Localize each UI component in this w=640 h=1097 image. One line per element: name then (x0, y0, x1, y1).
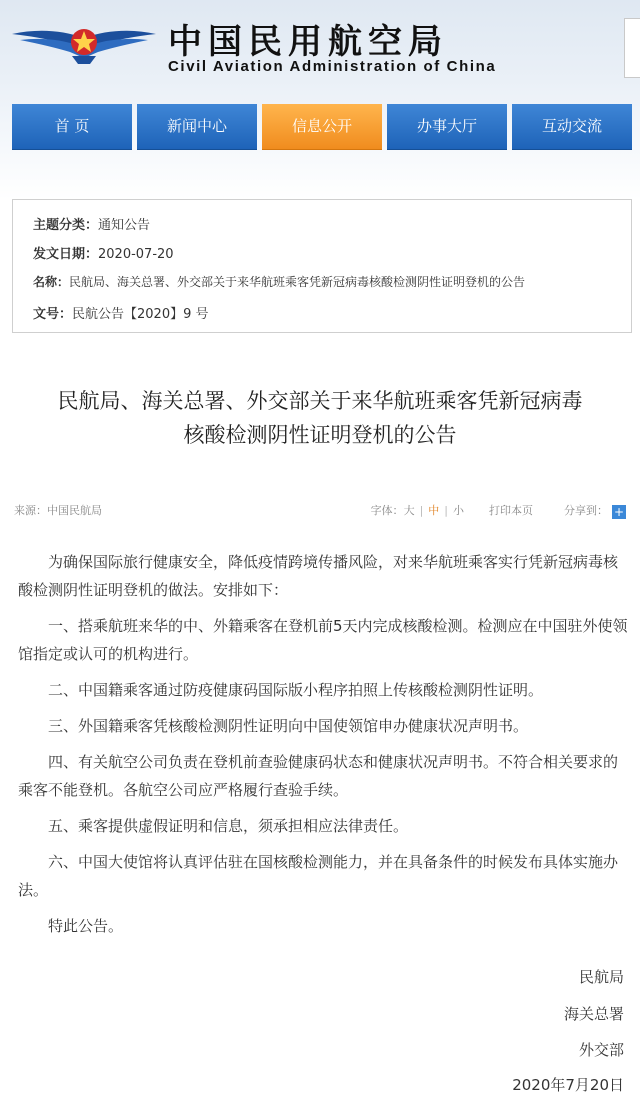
meta-name (33, 273, 525, 290)
signer-customs: 海关总署 (563, 1005, 624, 1023)
sign-date: 2020年7月20日 (512, 1076, 624, 1094)
article-body (18, 548, 630, 948)
share-plus-icon[interactable]: + (613, 505, 625, 519)
font-size-large-button[interactable]: 大 (403, 504, 415, 517)
nav-item-service-hall[interactable]: 办事大厅 (387, 104, 507, 150)
article-source: 来源：中国民航局 (14, 504, 102, 517)
article-paragraph: 为确保国际旅行健康安全，降低疫情跨境传播风险，对来华航班乘客实行凭新冠病毒核酸检测阴性证明登机的做法。安排如下： (18, 553, 619, 599)
document-meta-box (12, 199, 632, 333)
site-logo[interactable] (10, 8, 630, 78)
nav-item-home[interactable]: 首 页 (12, 104, 132, 150)
article-paragraph: 六、中国大使馆将认真评估驻在国核酸检测能力，并在具备条件的时候发布具体实施办法。 (18, 853, 619, 899)
article-paragraph: 三、外国籍乘客凭核酸检测阴性证明向中国使领馆申办健康状况声明书。 (48, 717, 529, 735)
header-side-box (624, 18, 640, 78)
nav-item-interaction[interactable]: 互动交流 (512, 104, 632, 150)
site-header (0, 0, 640, 200)
article-paragraph: 四、有关航空公司负责在登机前查验健康码状态和健康状况声明书。不符合相关要求的乘客不能登机。各航空公司应严格履行查验手续。 (18, 753, 619, 799)
meta-name-value: 民航局、海关总署、外交部关于来华航班乘客凭新冠病毒核酸检测阴性证明登机的公告 (69, 275, 526, 289)
meta-category-value: 通知公告 (98, 218, 151, 233)
share-label: 分享到： (564, 504, 608, 517)
font-size-small-button[interactable]: 小 (453, 504, 464, 517)
article-title-line-1: 民航局、海关总署、外交部关于来华航班乘客凭新冠病毒 (57, 389, 583, 413)
meta-docnum-value: 民航公告【2020】9 号 (72, 307, 209, 322)
meta-category (33, 214, 150, 233)
site-title-en: Civil Aviation Administration of China (168, 58, 497, 75)
meta-docnum-label: 文号： (33, 307, 73, 322)
meta-date (33, 243, 174, 262)
font-size-medium-button[interactable]: 中 (428, 504, 440, 517)
article-paragraph: 一、搭乘航班来华的中、外籍乘客在登机前5天内完成核酸检测。检测应在中国驻外使领馆指定或认可的机构进行。 (18, 617, 628, 663)
article-title (0, 384, 640, 452)
site-title-cn: 中国民用航空局 (168, 22, 448, 62)
meta-name-label: 名称： (33, 275, 70, 289)
meta-docnum (33, 303, 209, 322)
signer-mfa: 外交部 (578, 1041, 624, 1059)
caac-emblem-icon (10, 12, 158, 72)
main-nav (12, 104, 640, 150)
font-size-label: 字体： (370, 504, 404, 517)
meta-date-label: 发文日期： (33, 247, 99, 262)
meta-category-label: 主题分类： (33, 218, 99, 233)
meta-date-value: 2020-07-20 (98, 247, 174, 262)
article-tools: 字体：大 | 中 | 小 打印本页 分享到： + (370, 504, 625, 519)
nav-item-news[interactable]: 新闻中心 (137, 104, 257, 150)
article-paragraph: 五、乘客提供虚假证明和信息，须承担相应法律责任。 (48, 817, 409, 835)
article-paragraph: 二、中国籍乘客通过防疫健康码国际版小程序拍照上传核酸检测阴性证明。 (48, 681, 544, 699)
article-title-line-2: 核酸检测阴性证明登机的公告 (183, 423, 457, 447)
nav-item-info-disclosure[interactable]: 信息公开 (262, 104, 382, 150)
print-page-link[interactable]: 打印本页 (489, 504, 533, 517)
article-info-bar (14, 502, 626, 520)
signer-caac: 民航局 (578, 968, 624, 986)
article-paragraph: 特此公告。 (48, 917, 124, 935)
